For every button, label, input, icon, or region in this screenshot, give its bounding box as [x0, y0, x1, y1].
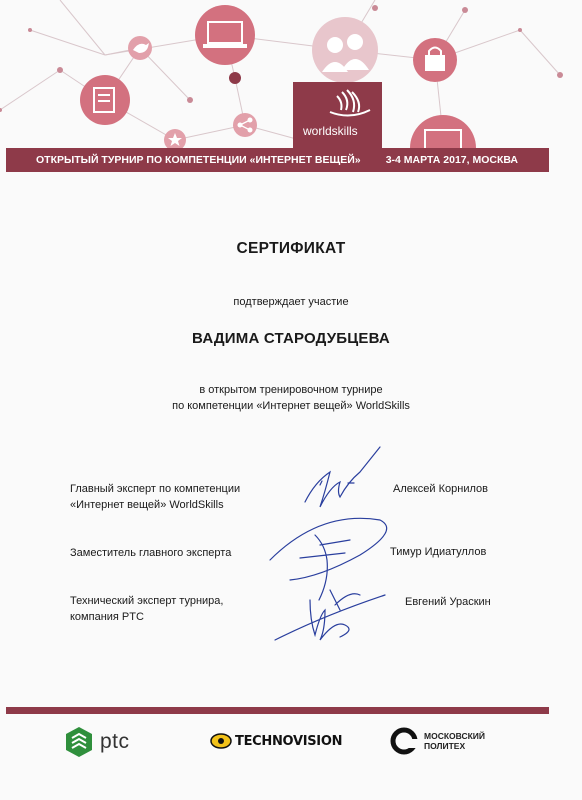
- monitor-icon: [410, 115, 476, 150]
- certificate-title: СЕРТИФИКАТ: [236, 240, 346, 257]
- event-line-1: в открытом тренировочном турнире: [199, 384, 383, 396]
- technovision-wordmark: TECHNOVISION: [235, 733, 343, 749]
- signatory-name-2: Тимур Идиатуллов: [390, 546, 487, 558]
- technovision-logo: [210, 733, 342, 749]
- signatory-role-3: [70, 593, 223, 625]
- event-description: [0, 382, 582, 414]
- shopping-bag-icon: [413, 38, 457, 82]
- handwritten-signatures: [260, 440, 400, 660]
- signatory-role-2-line-1: Заместитель главного эксперта: [70, 547, 232, 559]
- mospolytech-line-1: МОСКОВСКИЙ: [424, 731, 485, 741]
- ptc-wordmark: ptc: [100, 730, 130, 753]
- ptc-logo: [64, 726, 130, 758]
- mospolytech-ring-icon: [390, 727, 418, 755]
- signatory-role-1: [70, 481, 240, 513]
- signatory-role-2: [70, 545, 231, 561]
- mospolytech-line-2: ПОЛИТЕХ: [424, 741, 466, 751]
- star-icon: [164, 129, 186, 150]
- share-icon: [233, 113, 257, 137]
- signatory-role-3-line-1: Технический эксперт турнира,: [70, 595, 224, 607]
- signatory-name-1: Алексей Корнилов: [393, 483, 488, 495]
- confirms-participation: подтверждает участие: [233, 296, 349, 308]
- signature-1: [305, 447, 380, 507]
- footer-divider: [6, 707, 549, 714]
- people-icon: [312, 17, 378, 83]
- mospolytech-wordmark: [424, 731, 485, 751]
- mospolytech-logo: [390, 727, 485, 755]
- event-line-2: по компетенции «Интернет вещей» WorldSkills: [172, 400, 410, 412]
- bird-icon: [128, 36, 152, 60]
- signatory-role-1-line-2: «Интернет вещей» WorldSkills: [70, 499, 224, 511]
- technovision-eye-icon: [210, 733, 232, 749]
- recipient-name: ВАДИМА СТАРОДУБЦЕВА: [192, 330, 390, 347]
- worldskills-logo: [293, 82, 382, 148]
- signatory-role-1-line-1: Главный эксперт по компетенции: [70, 483, 241, 495]
- laptop-icon: [195, 5, 255, 65]
- banner-event-title: ОТКРЫТЫЙ ТУРНИР ПО КОМПЕТЕНЦИИ «ИНТЕРНЕТ ВЕЩЕЙ»: [36, 154, 361, 166]
- signature-2: [270, 518, 387, 600]
- notepad-icon: [80, 75, 130, 125]
- event-banner: [6, 148, 549, 172]
- banner-date-location: 3-4 МАРТА 2017, МОСКВА: [385, 154, 518, 166]
- ptc-hex-icon: [64, 726, 94, 758]
- signatory-role-3-line-2: компания PTC: [70, 611, 144, 623]
- signatory-name-3: Евгений Ураскин: [405, 596, 491, 608]
- svg-text:worldskills: worldskills: [303, 124, 358, 138]
- signature-3: [275, 590, 385, 640]
- header-network-graphic: [0, 0, 582, 150]
